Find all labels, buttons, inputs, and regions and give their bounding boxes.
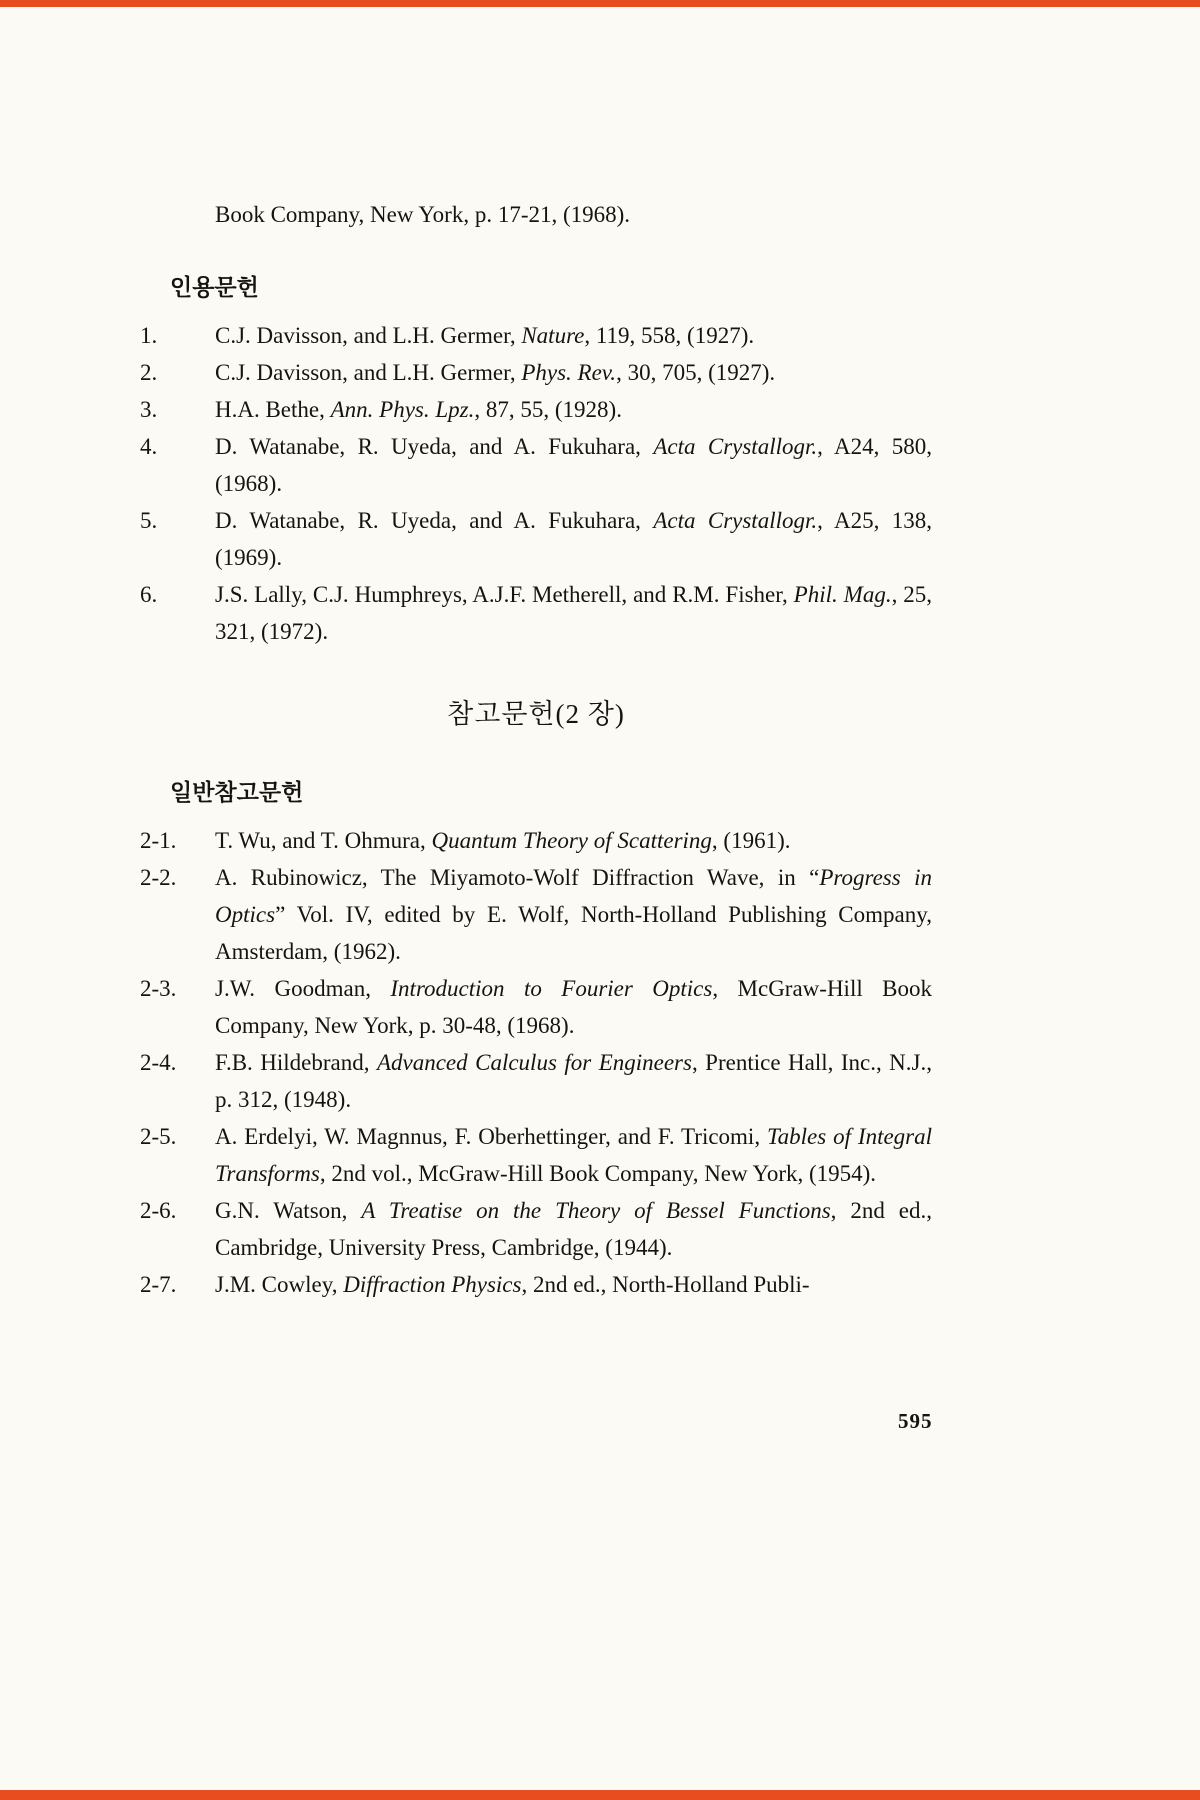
reference-number: 2-1. xyxy=(140,828,177,853)
reference-item xyxy=(140,1192,932,1266)
scan-edge-bottom xyxy=(0,1790,1200,1800)
reference-item xyxy=(140,859,932,970)
reference-text: D. Watanabe, R. Uyeda, and A. Fukuhara, Acta Crystallogr., A24, 580, (1968). xyxy=(215,434,932,496)
page-content xyxy=(140,196,932,1303)
reference-number: 3. xyxy=(140,397,158,422)
reference-text: D. Watanabe, R. Uyeda, and A. Fukuhara, Acta Crystallogr., A25, 138, (1969). xyxy=(215,508,932,570)
chapter2-references-title: 참고문헌(2 장) xyxy=(447,699,625,729)
reference-text: C.J. Davisson, and L.H. Germer, Nature, 119, 558, (1927). xyxy=(215,323,755,348)
reference-number: 2-7. xyxy=(140,1272,177,1297)
reference-item xyxy=(140,970,932,1044)
reference-item xyxy=(140,354,932,391)
reference-text: A. Erdelyi, W. Magnnus, F. Oberhettinger, and F. Tricomi, Tables of Integral Transforms, 2nd vol., McGraw-Hill Book Company, New York, (1954). xyxy=(215,1124,933,1186)
reference-number: 2-2. xyxy=(140,865,177,890)
reference-text: J.S. Lally, C.J. Humphreys, A.J.F. Metherell, and R.M. Fisher, Phil. Mag., 25, 321, (1972). xyxy=(215,582,933,644)
reference-number: 6. xyxy=(140,582,158,607)
reference-item xyxy=(140,317,932,354)
reference-number: 5. xyxy=(140,508,158,533)
reference-text: G.N. Watson, A Treatise on the Theory of Bessel Functions, 2nd ed., Cambridge, University Press, Cambridge, (1944). xyxy=(215,1198,932,1260)
reference-number: 4. xyxy=(140,434,158,459)
reference-text: A. Rubinowicz, The Miyamoto-Wolf Diffraction Wave, in “Progress in Optics” Vol. IV, edited by E. Wolf, North-Holland Publishing Company, Amsterdam, (1962). xyxy=(215,865,932,964)
reference-number: 2-3. xyxy=(140,976,177,1001)
reference-item xyxy=(140,428,932,502)
reference-item xyxy=(140,502,932,576)
cited-section-heading: 인용문헌 xyxy=(170,275,259,300)
reference-item xyxy=(140,391,932,428)
page-number: 595 xyxy=(898,1409,933,1433)
reference-number: 2-6. xyxy=(140,1198,177,1223)
cited-reference-list xyxy=(140,317,932,650)
reference-item xyxy=(140,1118,932,1192)
reference-number: 2. xyxy=(140,360,158,385)
scan-edge-top xyxy=(0,0,1200,7)
reference-item xyxy=(140,1266,932,1303)
reference-item xyxy=(140,822,932,859)
reference-text: H.A. Bethe, Ann. Phys. Lpz., 87, 55, (1928). xyxy=(215,397,622,422)
reference-text: J.W. Goodman, Introduction to Fourier Optics, McGraw-Hill Book Company, New York, p. 30-48, (1968). xyxy=(215,976,933,1038)
reference-item xyxy=(140,576,932,650)
reference-text: C.J. Davisson, and L.H. Germer, Phys. Rev., 30, 705, (1927). xyxy=(215,360,776,385)
general-references-heading: 일반참고문헌 xyxy=(170,780,304,805)
continuation-line: Book Company, New York, p. 17-21, (1968). xyxy=(215,202,631,227)
reference-number: 2-5. xyxy=(140,1124,177,1149)
chapter2-reference-list xyxy=(140,822,932,1303)
reference-item xyxy=(140,1044,932,1118)
reference-text: J.M. Cowley, Diffraction Physics, 2nd ed., North-Holland Publi- xyxy=(215,1272,810,1297)
reference-text: T. Wu, and T. Ohmura, Quantum Theory of Scattering, (1961). xyxy=(215,828,791,853)
reference-number: 2-4. xyxy=(140,1050,177,1075)
reference-text: F.B. Hildebrand, Advanced Calculus for Engineers, Prentice Hall, Inc., N.J., p. 312, (1948). xyxy=(215,1050,932,1112)
reference-number: 1. xyxy=(140,323,158,348)
